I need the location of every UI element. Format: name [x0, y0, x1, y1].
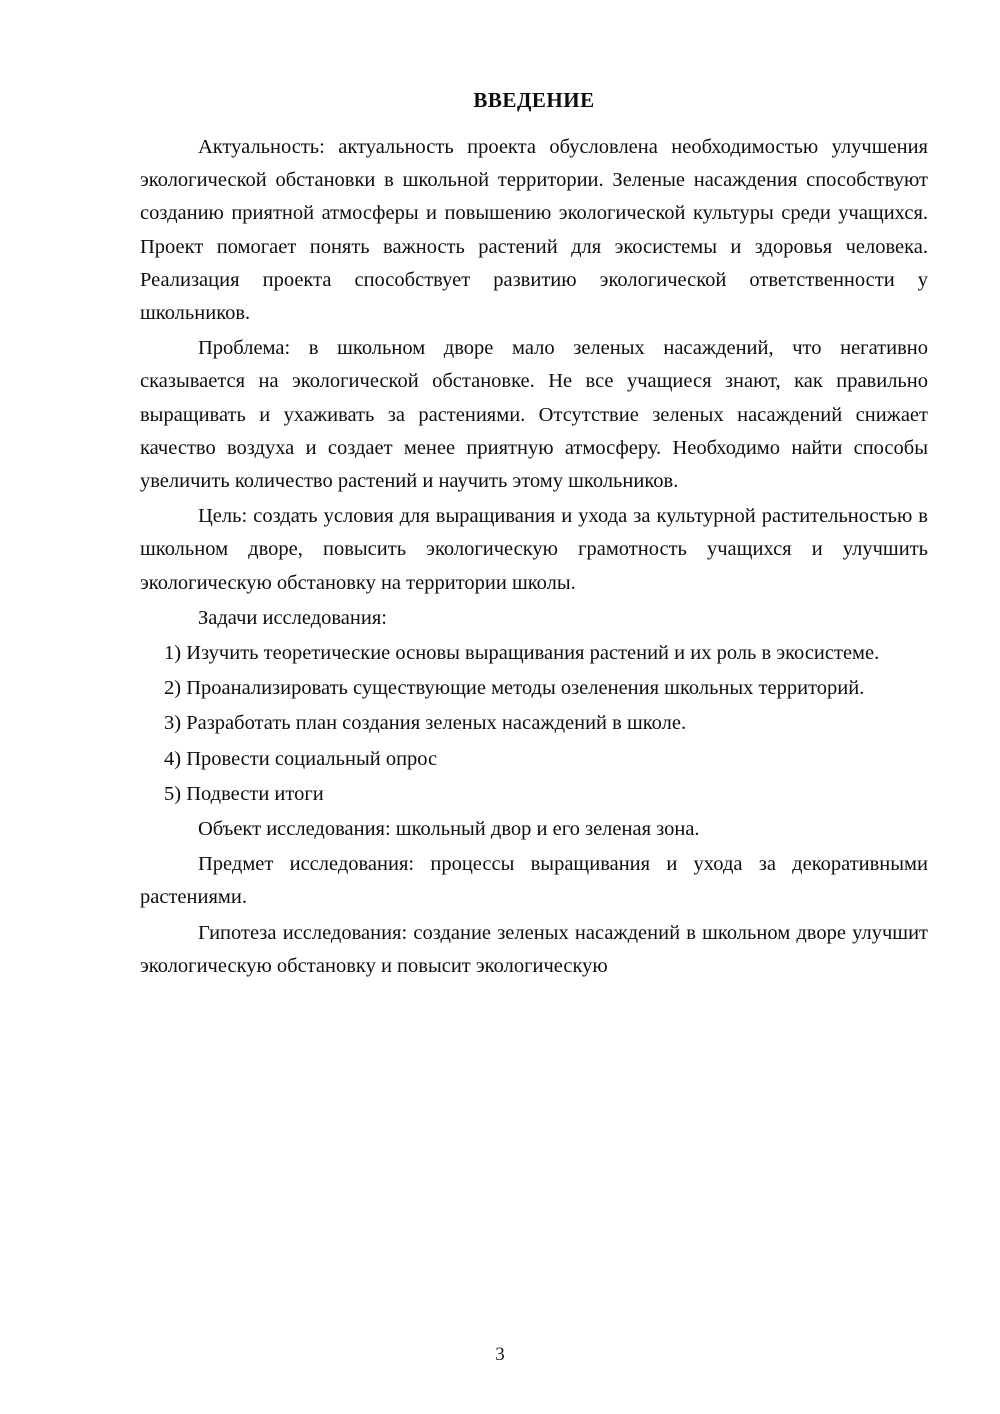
task-item-3: 3) Разработать план создания зеленых насаждений в школе. — [164, 712, 687, 735]
paragraph-hypothesis: Гипотеза исследования: создание зеленых насаждений в школьном дворе улучшит экологическую обстановку и повысит экологическую — [140, 921, 928, 977]
paragraph-problem: Проблема: в школьном дворе мало зеленых насаждений, что негативно сказывается на экологической обстановке. Не все учащиеся знают, как правильно выращивать и ухаживать за растениями. Отсутствие зеленых насаждений снижает качество воздуха и создает менее приятную атмосферу. Необходимо найти способы увеличить количество растений и научить этому школьников. — [140, 337, 928, 493]
paragraph-relevance: Актуальность: актуальность проекта обусловлена необходимостью улучшения экологической обстановки в школьной территории. Зеленые насаждения способствуют созданию приятной атмосферы и повышению экологической культуры среди учащихся. Проект помогает понять важность растений для экосистемы и здоровья человека. Реализация проекта способствует развитию экологической ответственности у школьников. — [140, 136, 928, 325]
paragraph-object: Объект исследования: школьный двор и его зеленая зона. — [198, 818, 700, 841]
task-item-5: 5) Подвести итоги — [164, 782, 324, 805]
task-item-1: 1) Изучить теоретические основы выращивания растений и их роль в экосистеме. — [164, 642, 880, 665]
task-item-4: 4) Провести социальный опрос — [164, 747, 438, 770]
paragraph-subject: Предмет исследования: процессы выращивания и ухода за декоративными растениями. — [140, 853, 928, 909]
paragraph-goal: Цель: создать условия для выращивания и ухода за культурной растительностью в школьном дворе, повысить экологическую грамотность учащихся и улучшить экологическую обстановку на территории школы. — [140, 505, 928, 594]
page-number: 3 — [495, 1344, 505, 1365]
page-title: ВВЕДЕНИЕ — [473, 88, 595, 112]
tasks-heading: Задачи исследования: — [198, 606, 387, 629]
task-item-2: 2) Проанализировать существующие методы озеленения школьных территорий. — [164, 677, 865, 700]
